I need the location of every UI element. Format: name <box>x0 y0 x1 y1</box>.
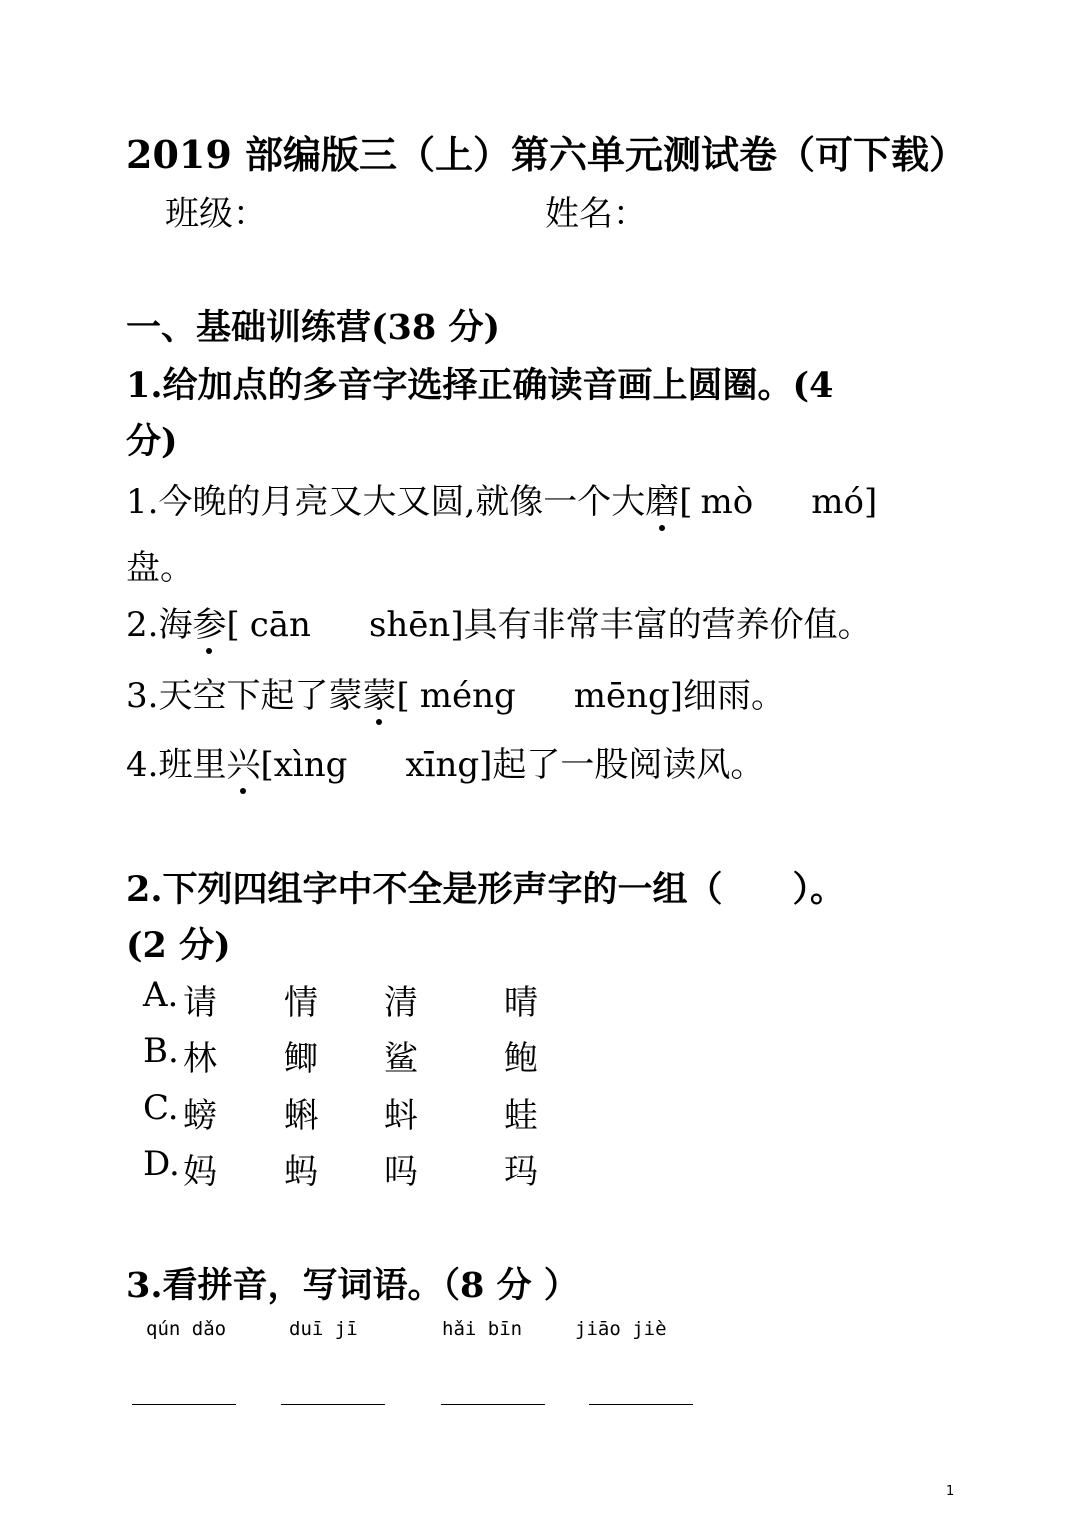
bracket-open: [ <box>260 745 274 785</box>
option-letter: B. <box>143 1031 179 1071</box>
q1-sentence-1-cont: 盘。 <box>126 548 194 588</box>
pinyin-option-1: mò <box>700 482 754 522</box>
answer-line-1[interactable] <box>132 1404 236 1405</box>
bracket-close: ] <box>669 676 684 716</box>
sentence-text: 2.海 <box>126 605 193 645</box>
sentence-text-end: 细雨。 <box>683 676 786 716</box>
sentence-text-end: 具有非常丰富的营养价值。 <box>463 605 872 645</box>
option-char: 请 <box>183 983 217 1023</box>
option-char: 清 <box>384 983 418 1023</box>
bracket-close: ] <box>450 605 464 645</box>
question-2-heading <box>126 862 845 912</box>
option-char: 蝌 <box>284 1096 318 1136</box>
sentence-text: 4.班里 <box>126 745 227 785</box>
option-char: 蚂 <box>284 1152 318 1192</box>
question-3-heading: 3.看拼音，写词语。（8 分 ） <box>126 1265 579 1306</box>
option-letter: A. <box>143 975 179 1015</box>
bracket-open: [ <box>226 605 240 645</box>
option-char: 鲫 <box>284 1039 318 1079</box>
q1-sentence-3 <box>126 668 785 717</box>
pinyin-prompt-3: hǎi bīn <box>442 1318 523 1340</box>
question-1-heading-cont: 分) <box>126 421 178 462</box>
option-char: 情 <box>284 983 318 1023</box>
pinyin-option-2: xīng <box>405 745 480 785</box>
option-char: 鲨 <box>384 1039 418 1079</box>
dotted-char: 参 <box>192 597 226 646</box>
option-char: 蛙 <box>504 1096 538 1136</box>
pinyin-option-1: xìng <box>273 745 348 785</box>
dotted-char: 蒙 <box>362 668 396 717</box>
pinyin-prompt-1: qún dǎo <box>146 1318 227 1340</box>
option-char: 蚪 <box>384 1096 418 1136</box>
option-char: 玛 <box>504 1152 538 1192</box>
pinyin-option-1: méng <box>419 676 516 716</box>
dotted-char: 磨 <box>645 474 679 523</box>
answer-line-3[interactable] <box>441 1404 545 1405</box>
option-letter: D. <box>143 1144 180 1184</box>
option-char: 吗 <box>384 1152 418 1192</box>
answer-line-4[interactable] <box>589 1404 693 1405</box>
class-label: 班级： <box>165 194 267 234</box>
option-char: 螃 <box>183 1096 217 1136</box>
bracket-open: [ <box>679 482 693 522</box>
sentence-text: 1.今晚的月亮又大又圆,就像一个大 <box>126 482 646 522</box>
option-char: 妈 <box>183 1152 217 1192</box>
pinyin-option-2: shēn <box>368 605 451 645</box>
pinyin-option-1: cān <box>249 605 311 645</box>
pinyin-prompt-2: duī jī <box>289 1318 358 1340</box>
option-char: 鲍 <box>504 1039 538 1079</box>
q1-sentence-1 <box>126 474 877 523</box>
question-2-heading-end: ）。 <box>792 869 846 910</box>
page-number: 1 <box>946 1484 955 1499</box>
section-1-heading: 一、基础训练营(38 分) <box>126 307 501 348</box>
sentence-text-end: 起了一股阅读风。 <box>492 745 765 785</box>
pinyin-prompt-4: jiāo jiè <box>575 1318 667 1340</box>
bracket-open: [ <box>396 676 410 716</box>
question-2-score: (2 分) <box>126 925 231 966</box>
pinyin-option-2: mó <box>811 482 864 522</box>
question-1-heading: 1.给加点的多音字选择正确读音画上圆圈。(4 <box>126 365 834 406</box>
option-letter: C. <box>143 1088 179 1128</box>
option-char: 林 <box>183 1039 217 1079</box>
name-label: 姓名： <box>545 194 647 234</box>
dotted-char: 兴 <box>226 737 260 786</box>
pinyin-option-2: mēng <box>573 676 670 716</box>
q1-sentence-2 <box>126 597 872 646</box>
option-char: 晴 <box>504 983 538 1023</box>
question-2-heading-text: 2.下列四组字中不全是形声字的一组（ <box>126 869 723 910</box>
exam-title: 2019 部编版三（上）第六单元测试卷（可下载） <box>126 132 967 177</box>
answer-line-2[interactable] <box>281 1404 385 1405</box>
sentence-text: 3.天空下起了蒙 <box>126 676 363 716</box>
bracket-close: ] <box>863 482 878 522</box>
bracket-close: ] <box>479 745 493 785</box>
q1-sentence-4 <box>126 737 764 786</box>
